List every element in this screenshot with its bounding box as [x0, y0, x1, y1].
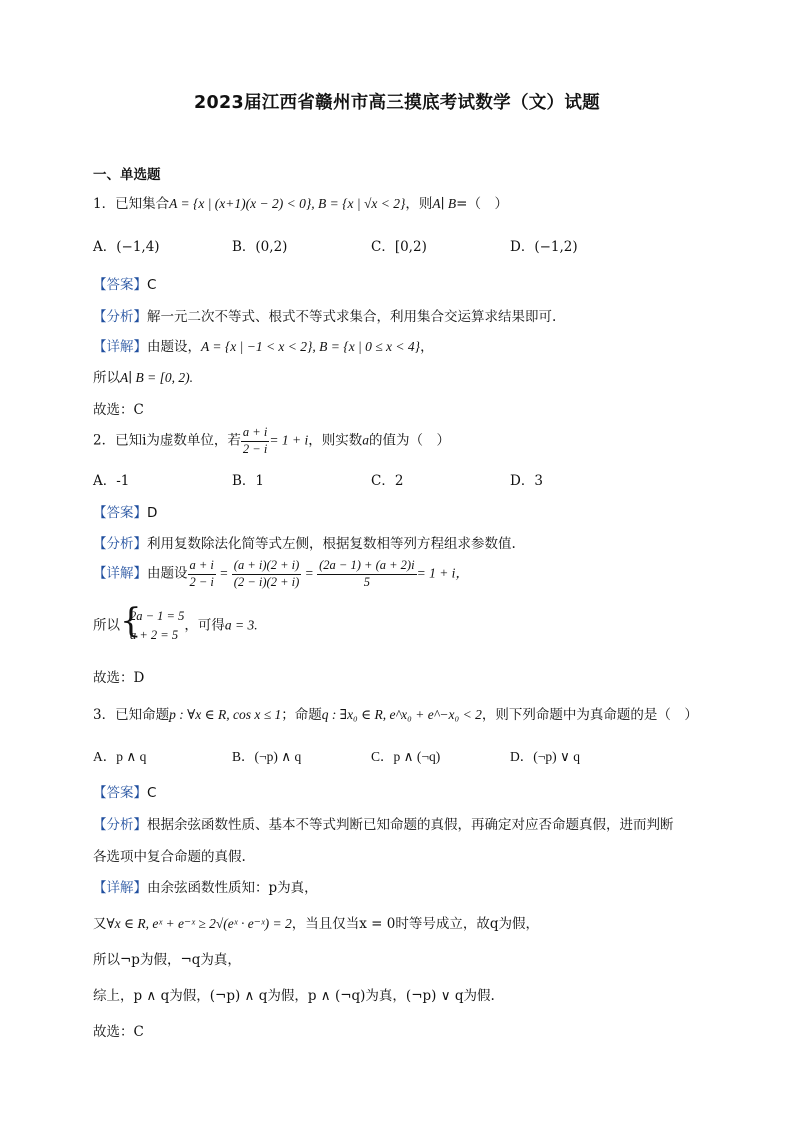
q2-line2-prefix: 所以 [93, 617, 120, 634]
q2-option-a: A．-1 [93, 473, 130, 489]
q3-line2-math: ∀x ∈ R, eˣ + e⁻ˣ ≥ 2√(eˣ · e⁻ˣ) = 2 [106, 916, 292, 931]
q2-detail-frac3 [317, 558, 416, 590]
q1-answer [93, 273, 156, 293]
brace-icon: { [120, 601, 142, 641]
q3-detail [93, 876, 318, 896]
q1-detail-end: ， [420, 339, 434, 355]
q2-answer [93, 501, 157, 521]
q2-stem-mid: = 1 + i [269, 432, 309, 448]
q2-stem-prefix: 2．已知i为虚数单位，若 [93, 432, 241, 449]
q1-stem-suffix: ，则 [405, 196, 433, 212]
page-title: 2023届江西省赣州市高三摸底考试数学（文）试题 [194, 93, 600, 113]
q1-stem-prefix: 1．已知集合 [93, 196, 170, 212]
q2-frac-den: 2 − i [242, 441, 268, 456]
frac-num: a + i [188, 558, 216, 575]
q3-stem-p: p : ∀x ∈ R, cos x ≤ 1 [169, 707, 282, 722]
q2-detail-line2 [93, 601, 258, 645]
q1-analysis [93, 305, 556, 325]
q3-line4-text: p ∧ q为假，(¬p) ∧ q为假，p ∧ (¬q)为真，(¬p) ∨ q为假. [133, 988, 495, 1004]
q2-option-c: C．2 [371, 473, 404, 489]
q3-option-d: D．(¬p) ∨ q [510, 749, 580, 764]
q2-option-d: D．3 [510, 473, 543, 489]
q3-analysis-line2: 各选项中复合命题的真假. [93, 849, 246, 865]
frac-den: 2 − i [189, 574, 214, 589]
q3-conclusion: 故选：C [93, 1024, 144, 1040]
frac-num: (2a − 1) + (a + 2)i [317, 558, 416, 575]
q2-option-b: B．1 [232, 473, 265, 489]
q3-detail-line4 [93, 984, 495, 1004]
q1-detail-prefix: 由题设， [147, 339, 201, 355]
q1-line2-math: A∣ B = [0, 2). [120, 370, 194, 385]
q2-equation-system [120, 601, 185, 645]
q2-frac-num: a + i [241, 425, 269, 442]
q2-detail-frac2 [232, 558, 301, 590]
q2-line2-mid: ，可得 [184, 617, 225, 634]
q3-analysis [93, 813, 674, 833]
q3-stem-q: q : ∃x₀ ∈ R, e^x₀ + e^−x₀ < 2 [321, 707, 482, 722]
q2-stem-end: 的值为（ ） [368, 432, 450, 449]
q3-option-c: C．p ∧ (¬q) [371, 749, 441, 764]
q1-detail-line2 [93, 366, 193, 386]
detail-label: 【详解】 [93, 880, 147, 896]
q2-stem-suffix: ，则实数 [308, 432, 363, 449]
q2-detail: 【详解】由题设 $\frac{a + i}{2 - i}$ = $\frac{(a + i)(2 + i)}{(2 - i)(2 + i)}$ = $\frac{(2a - 1) + (a + 2)i}{5}$ = 1 + i， [93, 558, 469, 589]
frac-den: 5 [363, 574, 370, 589]
analysis-label: 【分析】 [93, 817, 147, 833]
q3-detail-line2 [93, 912, 539, 932]
q1-option-a: A．(−1,4) [93, 239, 160, 255]
detail-label: 【详解】 [93, 339, 147, 355]
q1-option-d: D．(−1,2) [510, 239, 578, 255]
q2-detail-end: = 1 + i， [416, 565, 469, 581]
q1-option-b: B．(0,2) [232, 239, 288, 255]
answer-label: 【答案】 [93, 277, 147, 293]
sys-row-1: 2a − 1 = 5 [130, 609, 185, 623]
q1-option-c: C．[0,2) [371, 239, 427, 255]
frac-num: (a + i)(2 + i) [232, 558, 301, 575]
q3-line4-prefix: 综上， [93, 988, 134, 1004]
q3-option-b: B．(¬p) ∧ q [232, 749, 302, 764]
q2-stem [93, 425, 450, 457]
sys-row-2: a + 2 = 5 [130, 627, 179, 642]
answer-label: 【答案】 [93, 505, 147, 521]
q3-stem [93, 703, 698, 723]
q3-detail-line3: 所以¬p为假，¬q为真， [93, 952, 241, 968]
q3-line2-prefix: 又 [93, 916, 107, 932]
answer-label: 【答案】 [93, 785, 147, 801]
q3-detail-text: 由余弦函数性质知：p为真， [147, 880, 318, 896]
q2-detail-prefix: 由题设 [147, 565, 188, 582]
q1-answer-value: C [147, 277, 157, 293]
detail-label: 【详解】 [93, 565, 147, 582]
q2-analysis-text: 利用复数除法化简等式左侧，根据复数相等列方程组求参数值. [147, 536, 516, 552]
q2-conclusion: 故选：D [93, 670, 145, 686]
section-heading: 一、单选题 [93, 167, 161, 183]
q3-analysis-text: 根据余弦函数性质、基本不等式判断已知命题的真假，再确定对应否命题真假，进而判断 [147, 817, 674, 833]
q2-stem-fraction [241, 425, 269, 457]
q3-stem-prefix: 3．已知命题 [93, 707, 170, 723]
q3-option-a: A．p ∧ q [93, 749, 147, 764]
q2-stem-var: a [362, 432, 369, 448]
q1-stem-end: =（ ） [456, 196, 508, 212]
q3-stem-mid: ；命题 [281, 707, 322, 723]
q2-analysis [93, 532, 516, 552]
q2-detail-frac1 [188, 558, 216, 590]
q1-stem [93, 192, 508, 212]
q1-detail [93, 335, 434, 355]
q1-stem-math2: A∣ B [432, 196, 457, 211]
q3-answer [93, 781, 156, 801]
q2-line2-math: a = 3. [224, 617, 258, 633]
q1-conclusion: 故选：C [93, 402, 144, 418]
analysis-label: 【分析】 [93, 309, 147, 325]
q2-answer-value: D [147, 505, 158, 521]
q1-line2-prefix: 所以 [93, 370, 120, 386]
analysis-label: 【分析】 [93, 536, 147, 552]
q3-stem-end: ，则下列命题中为真命题的是（ ） [481, 707, 698, 723]
q3-answer-value: C [147, 785, 157, 801]
q1-analysis-text: 解一元二次不等式、根式不等式求集合，利用集合交运算求结果即可. [147, 309, 557, 325]
frac-den: (2 − i)(2 + i) [233, 574, 300, 589]
q3-line2-end: ，当且仅当x = 0时等号成立，故q为假， [291, 916, 539, 932]
q1-detail-math: A = {x | −1 < x < 2}, B = {x | 0 ≤ x < 4} [201, 339, 421, 354]
q1-stem-math: A = {x | (x+1)(x − 2) < 0}, B = {x | √x < 2} [169, 196, 406, 211]
